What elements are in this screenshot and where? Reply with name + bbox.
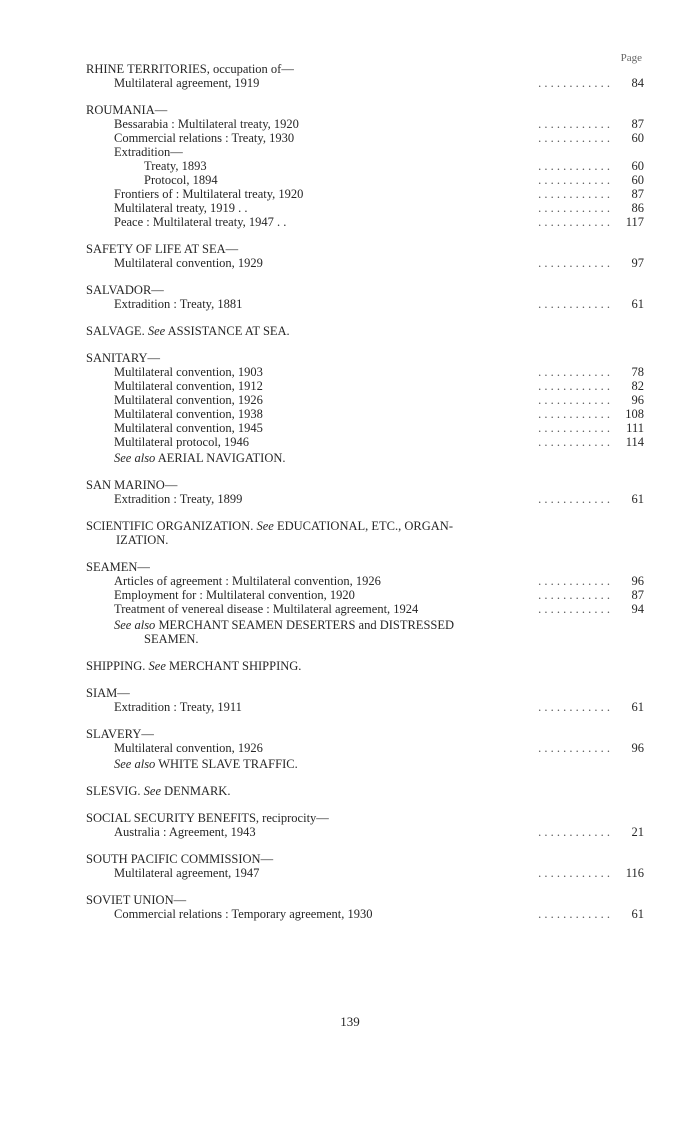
leader-dots: . . . . . . . . . . . . xyxy=(538,700,610,714)
index-subentry xyxy=(86,379,644,393)
index-subentry xyxy=(86,741,644,755)
leader-dots: . . . . . . . . . . . . xyxy=(538,393,610,407)
index-subentry xyxy=(86,393,644,407)
index-subentry xyxy=(86,421,644,435)
leader-dots: . . . . . . . . . . . . xyxy=(538,187,610,201)
subentry-page: 87 xyxy=(631,187,644,201)
entry-heading-line xyxy=(86,811,644,825)
see-label: See xyxy=(147,324,166,338)
entry-heading: SALVADOR— xyxy=(86,283,164,297)
index-subentry xyxy=(86,117,644,131)
subentry-text: Protocol, 1894 xyxy=(144,173,218,187)
subentry-page: 87 xyxy=(631,588,644,602)
index-entry xyxy=(86,784,644,798)
entry-heading: SAFETY OF LIFE AT SEA— xyxy=(86,242,239,256)
see-label: See xyxy=(256,519,274,533)
entry-heading: SOCIAL SECURITY BENEFITS, reciprocity— xyxy=(86,811,329,825)
see-also-line xyxy=(86,757,644,771)
subentry-page: 96 xyxy=(631,574,644,588)
subentry-text: Articles of agreement : Multilateral convention, 1926 xyxy=(114,574,381,588)
index-subentry xyxy=(86,187,644,201)
index-subentry xyxy=(86,492,644,506)
subentry-text: Multilateral treaty, 1919 . . xyxy=(114,201,248,215)
subentry-text: Extradition : Treaty, 1899 xyxy=(114,492,243,506)
subentry-page: 61 xyxy=(631,297,644,311)
subentry-text: Australia : Agreement, 1943 xyxy=(114,825,256,839)
index-entry xyxy=(86,324,644,338)
index-entry xyxy=(86,727,644,771)
entry-heading: SANITARY— xyxy=(86,351,161,365)
index-entry xyxy=(86,659,644,673)
index-entry xyxy=(86,62,644,90)
subentry-text: Frontiers of : Multilateral treaty, 1920 xyxy=(114,187,304,201)
see-also-label: See also xyxy=(114,618,156,632)
subentry-page: 108 xyxy=(625,407,644,421)
entry-heading: SIAM— xyxy=(86,686,130,700)
subentry-text: Multilateral agreement, 1919 xyxy=(114,76,260,90)
see-target: EDUCATIONAL, ETC., ORGAN- xyxy=(276,519,453,533)
index-entry xyxy=(86,811,644,839)
entry-heading-line xyxy=(86,852,644,866)
entry-heading-line xyxy=(86,659,644,673)
see-target: ASSISTANCE AT SEA. xyxy=(167,324,290,338)
entry-heading-line xyxy=(86,103,644,117)
leader-dots: . . . . . . . . . . . . xyxy=(538,215,610,229)
subentry-text: Multilateral convention, 1926 xyxy=(114,741,263,755)
entry-heading: SCIENTIFIC ORGANIZATION. xyxy=(86,519,254,533)
index-subentry xyxy=(86,407,644,421)
entry-heading-line xyxy=(86,324,644,338)
subentry-text: Multilateral agreement, 1947 xyxy=(114,866,260,880)
subentry-text: Peace : Multilateral treaty, 1947 . . xyxy=(114,215,287,229)
leader-dots: . . . . . . . . . . . . xyxy=(538,825,610,839)
leader-dots: . . . . . . . . . . . . xyxy=(538,173,610,187)
see-also-line xyxy=(86,618,644,646)
page-column-label: Page xyxy=(620,52,642,64)
entry-heading-line xyxy=(86,519,644,547)
subentry-page: 96 xyxy=(631,393,644,407)
subentry-page: 86 xyxy=(631,201,644,215)
index-entry xyxy=(86,478,644,506)
subentry-page: 116 xyxy=(625,866,644,880)
index-subentry xyxy=(86,435,644,449)
index-subentry xyxy=(86,700,644,714)
index-subentry xyxy=(86,145,644,159)
index-subentry xyxy=(86,131,644,145)
entry-heading-line xyxy=(86,727,644,741)
see-also-label: See also xyxy=(114,451,156,465)
index-subentry xyxy=(86,907,644,921)
subentry-page: 84 xyxy=(631,76,644,90)
leader-dots: . . . . . . . . . . . . xyxy=(538,588,610,602)
see-target: MERCHANT SHIPPING. xyxy=(169,659,302,673)
subentry-page: 96 xyxy=(631,741,644,755)
index-entry xyxy=(86,893,644,921)
subentry-page: 60 xyxy=(631,173,644,187)
entry-heading-line xyxy=(86,893,644,907)
subentry-page: 117 xyxy=(625,215,644,229)
page-number: 139 xyxy=(340,1014,360,1029)
see-also-label: See also xyxy=(114,757,156,771)
index-entry xyxy=(86,103,644,229)
leader-dots: . . . . . . . . . . . . xyxy=(538,117,610,131)
entry-heading: SEAMEN— xyxy=(86,560,150,574)
see-also-target: MERCHANT SEAMEN DESERTERS and DISTRESSED xyxy=(158,618,455,632)
subentry-page: 87 xyxy=(631,117,644,131)
subentry-text: Multilateral convention, 1926 xyxy=(114,393,263,407)
subentry-page: 78 xyxy=(631,365,644,379)
leader-dots: . . . . . . . . . . . . xyxy=(538,379,610,393)
index-subentry xyxy=(86,602,644,616)
subentry-text: Extradition— xyxy=(114,145,183,159)
leader-dots: . . . . . . . . . . . . xyxy=(538,365,610,379)
index-subentry xyxy=(86,588,644,602)
entry-heading: SALVAGE. xyxy=(86,324,145,338)
index-subentry xyxy=(86,173,644,187)
entry-heading-line xyxy=(86,784,644,798)
see-also-target-continued: SEAMEN. xyxy=(144,632,199,646)
index-subentry xyxy=(86,574,644,588)
leader-dots: . . . . . . . . . . . . xyxy=(538,492,610,506)
subentry-page: 114 xyxy=(625,435,644,449)
see-also-target: AERIAL NAVIGATION. xyxy=(157,451,286,465)
index-subentry xyxy=(86,76,644,90)
subentry-text: Treatment of venereal disease : Multilateral agreement, 1924 xyxy=(114,602,419,616)
subentry-text: Multilateral convention, 1945 xyxy=(114,421,263,435)
entry-heading-line xyxy=(86,242,644,256)
subentry-text: Extradition : Treaty, 1881 xyxy=(114,297,243,311)
index-subentry xyxy=(86,215,644,229)
entry-heading: SHIPPING. xyxy=(86,659,146,673)
subentry-page: 82 xyxy=(631,379,644,393)
entry-heading-line xyxy=(86,283,644,297)
entry-heading: SOVIET UNION— xyxy=(86,893,187,907)
index-subentry xyxy=(86,825,644,839)
index-subentry xyxy=(86,201,644,215)
see-also-target: WHITE SLAVE TRAFFIC. xyxy=(158,757,298,771)
subentry-text: Treaty, 1893 xyxy=(144,159,207,173)
subentry-text: Multilateral convention, 1912 xyxy=(114,379,263,393)
index-entry xyxy=(86,852,644,880)
index-entry xyxy=(86,351,644,465)
entry-heading: RHINE TERRITORIES, occupation of— xyxy=(86,62,294,76)
entry-heading-line xyxy=(86,478,644,492)
entry-heading: SLAVERY— xyxy=(86,727,154,741)
subentry-page: 60 xyxy=(631,131,644,145)
subentry-text: Multilateral protocol, 1946 xyxy=(114,435,250,449)
see-label: See xyxy=(148,659,166,673)
leader-dots: . . . . . . . . . . . . xyxy=(538,435,610,449)
entry-heading-line xyxy=(86,62,644,76)
index-subentry xyxy=(86,365,644,379)
leader-dots: . . . . . . . . . . . . xyxy=(538,407,610,421)
entry-heading-line xyxy=(86,686,644,700)
index-entry xyxy=(86,242,644,270)
entry-heading: ROUMANIA— xyxy=(86,103,168,117)
subentry-text: Commercial relations : Temporary agreement, 1930 xyxy=(114,907,373,921)
see-target-continued: IZATION. xyxy=(116,533,169,547)
index-subentry xyxy=(86,866,644,880)
subentry-page: 94 xyxy=(631,602,644,616)
leader-dots: . . . . . . . . . . . . xyxy=(538,297,610,311)
see-target: DENMARK. xyxy=(164,784,231,798)
index-entry xyxy=(86,519,644,547)
index-subentry xyxy=(86,159,644,173)
leader-dots: . . . . . . . . . . . . xyxy=(538,201,610,215)
subentry-text: Commercial relations : Treaty, 1930 xyxy=(114,131,295,145)
index-subentry xyxy=(86,256,644,270)
subentry-text: Bessarabia : Multilateral treaty, 1920 xyxy=(114,117,299,131)
subentry-page: 111 xyxy=(626,421,644,435)
leader-dots: . . . . . . . . . . . . xyxy=(538,159,610,173)
subentry-page: 60 xyxy=(631,159,644,173)
subentry-text: Employment for : Multilateral convention, 1920 xyxy=(114,588,355,602)
subentry-page: 21 xyxy=(631,825,644,839)
leader-dots: . . . . . . . . . . . . xyxy=(538,574,610,588)
index-entry xyxy=(86,686,644,714)
index-entry xyxy=(86,283,644,311)
see-label: See xyxy=(143,784,162,798)
subentry-page: 61 xyxy=(631,492,644,506)
entry-heading: SAN MARINO— xyxy=(86,478,178,492)
entry-heading: SLESVIG. xyxy=(86,784,141,798)
entry-heading: SOUTH PACIFIC COMMISSION— xyxy=(86,852,274,866)
leader-dots: . . . . . . . . . . . . xyxy=(538,421,610,435)
leader-dots: . . . . . . . . . . . . xyxy=(538,76,610,90)
leader-dots: . . . . . . . . . . . . xyxy=(538,907,610,921)
entry-heading-line xyxy=(86,560,644,574)
subentry-text: Multilateral convention, 1929 xyxy=(114,256,263,270)
subentry-text: Extradition : Treaty, 1911 xyxy=(114,700,242,714)
subentry-text: Multilateral convention, 1903 xyxy=(114,365,263,379)
entry-heading-line xyxy=(86,351,644,365)
subentry-text: Multilateral convention, 1938 xyxy=(114,407,263,421)
leader-dots: . . . . . . . . . . . . xyxy=(538,741,610,755)
leader-dots: . . . . . . . . . . . . xyxy=(538,256,610,270)
see-also-line xyxy=(86,451,644,465)
index-list xyxy=(86,62,644,934)
leader-dots: . . . . . . . . . . . . xyxy=(538,602,610,616)
subentry-page: 61 xyxy=(631,700,644,714)
subentry-page: 61 xyxy=(631,907,644,921)
index-entry xyxy=(86,560,644,646)
subentry-page: 97 xyxy=(631,256,644,270)
leader-dots: . . . . . . . . . . . . xyxy=(538,866,610,880)
index-subentry xyxy=(86,297,644,311)
leader-dots: . . . . . . . . . . . . xyxy=(538,131,610,145)
